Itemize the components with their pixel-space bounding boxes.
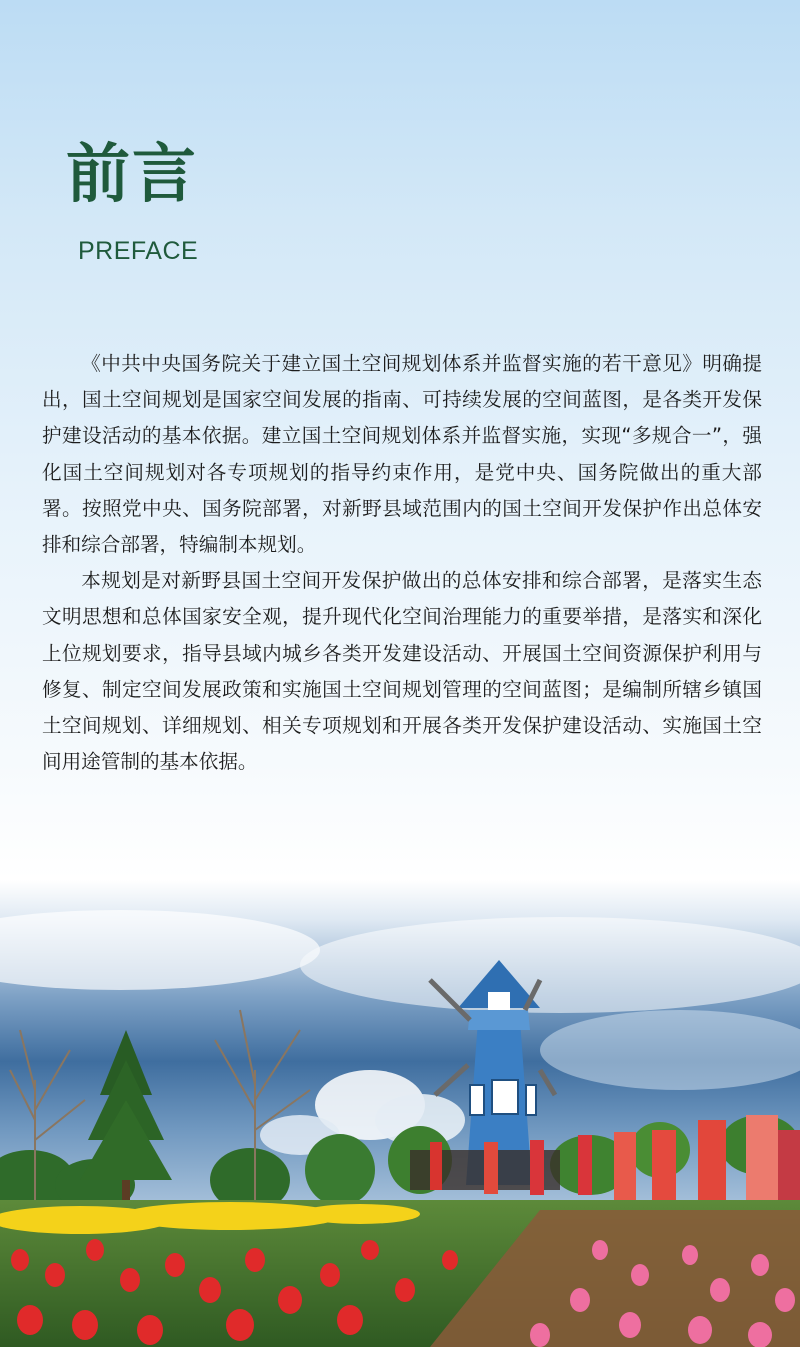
preface-body — [42, 346, 762, 780]
paragraph-2: 本规划是对新野县国土空间开发保护做出的总体安排和综合部署，是落实生态文明思想和总体国家安全观，提升现代化空间治理能力的重要举措，是落实和深化上位规划要求，指导县域内城乡各类开发建设活动、开展国土空间资源保护利用与修复、制定空间发展政策和实施国土空间规划管理的空间蓝图；是编制所辖乡镇国土空间规划、详细规划、相关专项规划和开展各类开发保护建设活动、实施国土空间用途管制的基本依据。 — [42, 569, 762, 774]
paragraph-1: 《中共中央国务院关于建立国土空间规划体系并监督实施的若干意见》明确提出，国土空间规划是国家空间发展的指南、可持续发展的空间蓝图，是各类开发保护建设活动的基本依据。建立国土空间规划体系并监督实施，实现“多规合一”，强化国土空间规划对各专项规划的指导约束作用，是党中央、国务院做出的重大部署。按照党中央、国务院部署，对新野县域范围内的国土空间开发保护作出总体安排和综合部署，特编制本规划。 — [42, 352, 762, 557]
landscape-photo — [0, 880, 800, 1347]
page-subtitle: PREFACE — [78, 237, 199, 265]
page-title: 前言 — [66, 138, 198, 212]
